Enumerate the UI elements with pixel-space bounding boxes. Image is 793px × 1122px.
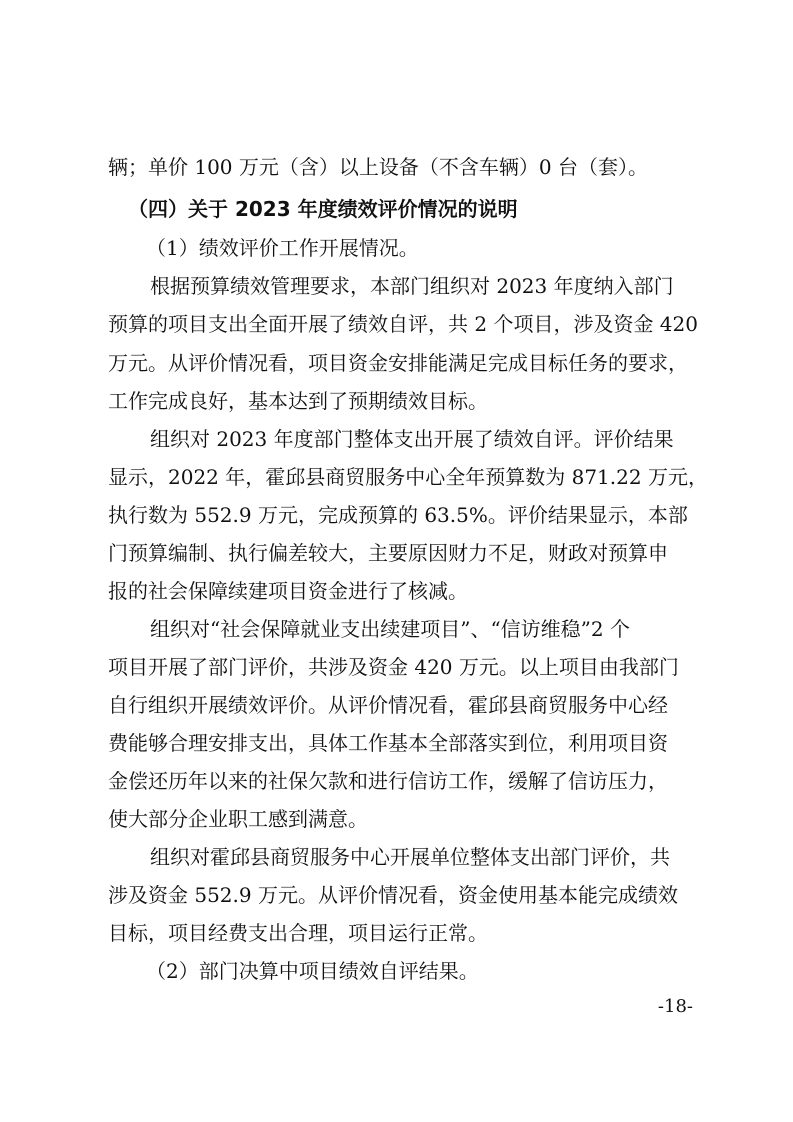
paragraph-4-line-3: 目标，项目经费支出合理，项目运行正常。 (108, 921, 488, 945)
paragraph-3-line-2: 项目开展了部门评价，共涉及资金 420 万元。以上项目由我部门 (108, 655, 679, 679)
paragraph-3-line-3: 自行组织开展绩效评价。从评价情况看，霍邱县商贸服务中心经 (108, 693, 668, 717)
text-line-continuation: 辆；单价 100 万元（含）以上设备（不含车辆）0 台（套）。 (108, 155, 648, 179)
paragraph-4-line-1: 组织对霍邱县商贸服务中心开展单位整体支出部门评价，共 (150, 845, 670, 869)
paragraph-2-line-2: 显示，2022 年，霍邱县商贸服务中心全年预算数为 871.22 万元， (108, 465, 708, 489)
paragraph-3-line-6: 使大部分企业职工感到满意。 (108, 807, 368, 831)
paragraph-2-line-1: 组织对 2023 年度部门整体支出开展了绩效自评。评价结果 (150, 427, 674, 451)
paragraph-1-line-4: 工作完成良好，基本达到了预期绩效目标。 (108, 389, 488, 413)
paragraph-1-line-1: 根据预算绩效管理要求，本部门组织对 2023 年度纳入部门 (150, 274, 674, 298)
paragraph-2-line-3: 执行数为 552.9 万元，完成预算的 63.5%。评价结果显示，本部 (108, 503, 688, 527)
paragraph-1-line-2: 预算的项目支出全面开展了绩效自评，共 2 个项目，涉及资金 420 (108, 312, 698, 336)
paragraph-3-line-4: 费能够合理安排支出，具体工作基本全部落实到位，利用项目资 (108, 731, 668, 755)
paragraph-2-line-5: 报的社会保障续建项目资金进行了核减。 (108, 579, 468, 603)
paragraph-3-line-5: 金偿还历年以来的社保欠款和进行信访工作，缓解了信访压力， (108, 769, 668, 793)
paragraph-4-line-2: 涉及资金 552.9 万元。从评价情况看，资金使用基本能完成绩效 (108, 883, 678, 907)
page-number: -18- (657, 996, 693, 1017)
paragraph-1-line-3: 万元。从评价情况看，项目资金安排能满足完成目标任务的要求， (108, 351, 688, 375)
subsection-heading-2: （2）部门决算中项目绩效自评结果。 (146, 959, 479, 983)
paragraph-3-line-1: 组织对“社会保障就业支出续建项目”、“信访维稳”2 个 (150, 617, 630, 641)
section-heading: （四）关于 2023 年度绩效评价情况的说明 (128, 197, 518, 221)
paragraph-2-line-4: 门预算编制、执行偏差较大，主要原因财力不足，财政对预算申 (108, 541, 668, 565)
subsection-heading: （1）绩效评价工作开展情况。 (146, 236, 419, 260)
